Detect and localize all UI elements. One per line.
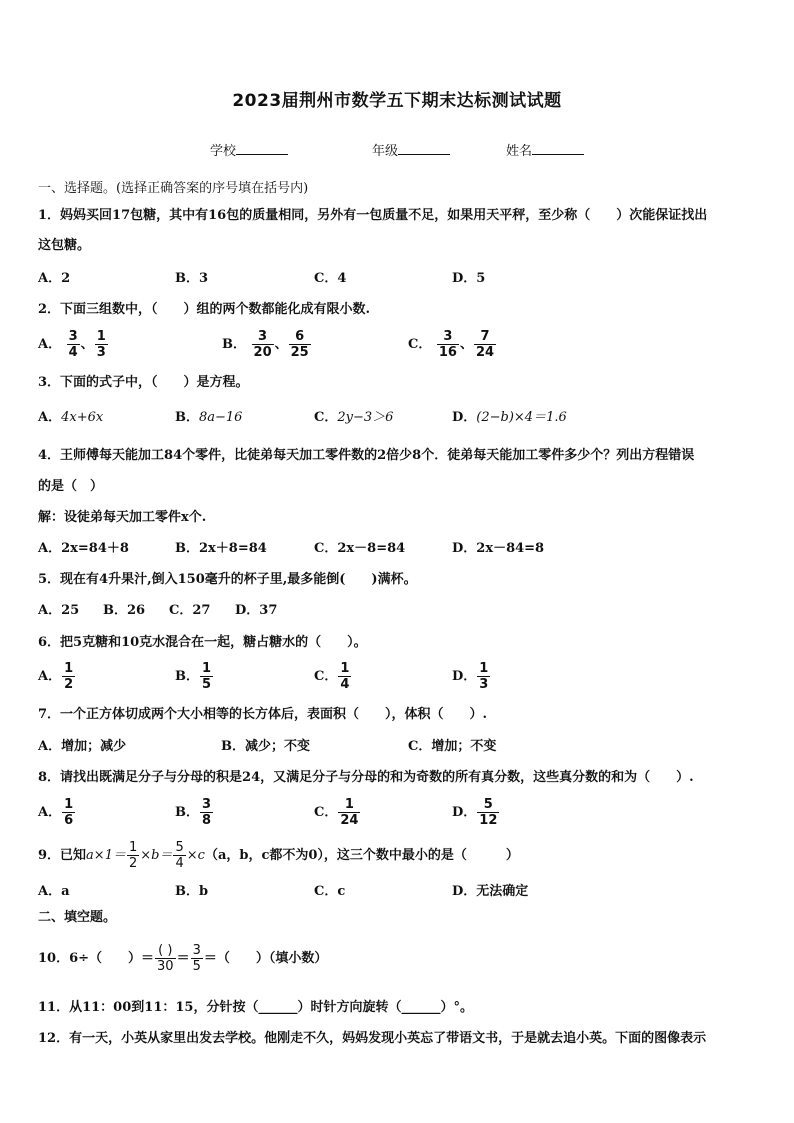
question-1-line-1: 1．妈妈买回17包糖，其中有16包的质量相同，另外有一包质量不足，如果用天平秤，至少称（ ）次能保证找出 [38, 208, 708, 223]
q6-option-d[interactable]: D． $\frac{1}{3}$ [452, 661, 489, 692]
q5-option-b[interactable]: B．26 [103, 603, 146, 618]
q4-option-c[interactable]: C．2x－8=84 [314, 541, 406, 556]
question-4-line-2: 的是（ ） [38, 479, 104, 494]
section-1-heading: 一、选择题。(选择正确答案的序号填在括号内) [38, 181, 309, 196]
separator: 、 [80, 337, 94, 352]
fraction: $\frac{1}{24}$ [340, 797, 359, 828]
grade-field [372, 142, 450, 160]
separator: 、 [459, 337, 473, 352]
school-label: 学校 [210, 144, 237, 159]
q3-option-b[interactable]: B．8a−16 [175, 410, 243, 425]
q8-option-b[interactable]: B． $\frac{3}{8}$ [175, 797, 212, 828]
school-field [210, 142, 288, 160]
q8-option-c[interactable]: C． $\frac{1}{24}$ [314, 797, 359, 828]
page-title: 2023届荆州市数学五下期末达标测试试题 [232, 91, 562, 111]
fraction: $\frac{3}{20}$ [253, 329, 272, 360]
q1-option-c[interactable]: C．4 [314, 271, 347, 286]
question-5: 5．现在有4升果汁,倒入150毫升的杯子里,最多能倒( )满杯。 [38, 572, 417, 587]
school-blank[interactable] [236, 142, 288, 155]
fraction: $\frac{3}{8}$ [202, 797, 212, 828]
name-field [506, 142, 584, 160]
q7-option-a[interactable]: A．增加；减少 [38, 739, 127, 754]
fraction: $\frac{1}{6}$ [64, 797, 74, 828]
q2-option-b[interactable] [222, 329, 312, 360]
q9-option-a[interactable]: A．a [38, 884, 70, 899]
question-7: 7．一个正方体切成两个大小相等的长方体后，表面积（ ），体积（ ）. [38, 707, 488, 722]
question-8: 8．请找出既满足分子与分母的积是24，又满足分子与分母的和为奇数的所有真分数，这些真分数的和为（ ）. [38, 770, 694, 785]
question-11: 11．从11：00到11：15，分针按（______）时针方向旋转（______）°。 [38, 1000, 473, 1015]
q3-option-d[interactable]: D．(2−b)×4＝1.6 [452, 410, 567, 425]
q2-option-a[interactable] [38, 329, 109, 360]
q7-option-c[interactable]: C．增加；不变 [408, 739, 497, 754]
question-1-line-2: 这包糖。 [38, 238, 91, 253]
question-4-line-3: 解：设徒弟每天加工零件x个. [38, 510, 207, 525]
q2-a-label: A． [38, 337, 62, 352]
name-blank[interactable] [532, 142, 584, 155]
fraction-blank[interactable]: $\frac{( )}{30}$ [157, 943, 174, 974]
question-2: 2．下面三组数中，（ ）组的两个数都能化成有限小数. [38, 302, 371, 317]
q1-option-a[interactable]: A．2 [38, 271, 71, 286]
question-12: 12．有一天，小英从家里出发去学校。他刚走不久，妈妈发现小英忘了带语文书，于是就去追小英。下面的图像表示 [38, 1031, 707, 1046]
grade-label: 年级 [372, 144, 399, 159]
q5-option-a[interactable]: A．25 [38, 603, 80, 618]
q3-option-c[interactable]: C．2y−3＞6 [314, 410, 394, 425]
question-3: 3．下面的式子中，（ ）是方程。 [38, 375, 249, 390]
question-4-line-1: 4．王师傅每天能加工84个零件，比徒弟每天加工零件数的2倍少8个．徒弟每天能加工零件多少个？列出方程错误 [38, 448, 695, 463]
q9-option-b[interactable]: B．b [175, 884, 209, 899]
q8-option-a[interactable]: A． $\frac{1}{6}$ [38, 797, 74, 828]
separator: 、 [274, 337, 288, 352]
fraction: $\frac{3}{4}$ [68, 329, 78, 360]
section-2-heading: 二、填空题。 [38, 910, 117, 925]
fraction: $\frac{5}{4}$ [175, 840, 184, 871]
fraction: $\frac{1}{3}$ [96, 329, 106, 360]
question-9: 9．已知a×1＝ $\frac{1}{2}$ ×b＝ $\frac{5}{4}$ ×c（a，b，c都不为0），这三个数中最小的是（ ） [38, 840, 519, 871]
q6-option-c[interactable]: C． $\frac{1}{4}$ [314, 661, 350, 692]
q1-option-d[interactable]: D．5 [452, 271, 486, 286]
name-label: 姓名 [506, 144, 533, 159]
q3-option-a[interactable]: A．4x+6x [38, 410, 104, 425]
q9-option-d[interactable]: D．无法确定 [452, 884, 529, 899]
fraction: $\frac{1}{2}$ [128, 840, 138, 871]
fraction: $\frac{6}{25}$ [290, 329, 309, 360]
q4-option-a[interactable]: A．2x=84＋8 [38, 541, 129, 556]
q6-option-b[interactable]: B． $\frac{1}{5}$ [175, 661, 212, 692]
q2-c-label: C． [408, 337, 432, 352]
q4-option-b[interactable]: B．2x＋8=84 [175, 541, 267, 556]
q2-option-c[interactable] [408, 329, 497, 360]
grade-blank[interactable] [398, 142, 450, 155]
q8-option-d[interactable]: D． $\frac{5}{12}$ [452, 797, 498, 828]
fraction: $\frac{7}{24}$ [476, 329, 495, 360]
fraction: $\frac{1}{5}$ [202, 661, 212, 692]
fraction: $\frac{1}{3}$ [479, 661, 489, 692]
q6-option-a[interactable]: A． $\frac{1}{2}$ [38, 661, 74, 692]
question-10: 10．6÷（ ）＝ $\frac{( )}{30}$ ＝ $\frac{3}{5}$ ＝（ ）（填小数） [38, 943, 328, 974]
fraction: $\frac{1}{2}$ [64, 661, 74, 692]
fraction: $\frac{1}{4}$ [340, 661, 350, 692]
question-6: 6．把5克糖和10克水混合在一起，糖占糖水的（ ）。 [38, 635, 367, 650]
q1-option-b[interactable]: B．3 [175, 271, 209, 286]
fraction: $\frac{5}{12}$ [479, 797, 498, 828]
fraction: $\frac{3}{16}$ [438, 329, 457, 360]
q2-b-label: B． [222, 337, 246, 352]
q7-option-b[interactable]: B．减少；不变 [221, 739, 310, 754]
q5-option-c[interactable]: C．27 [169, 603, 211, 618]
q9-option-c[interactable]: C．c [314, 884, 346, 899]
q5-option-d[interactable]: D．37 [235, 603, 278, 618]
fraction: $\frac{3}{5}$ [192, 943, 201, 974]
q4-option-d[interactable]: D．2x－84=8 [452, 541, 545, 556]
